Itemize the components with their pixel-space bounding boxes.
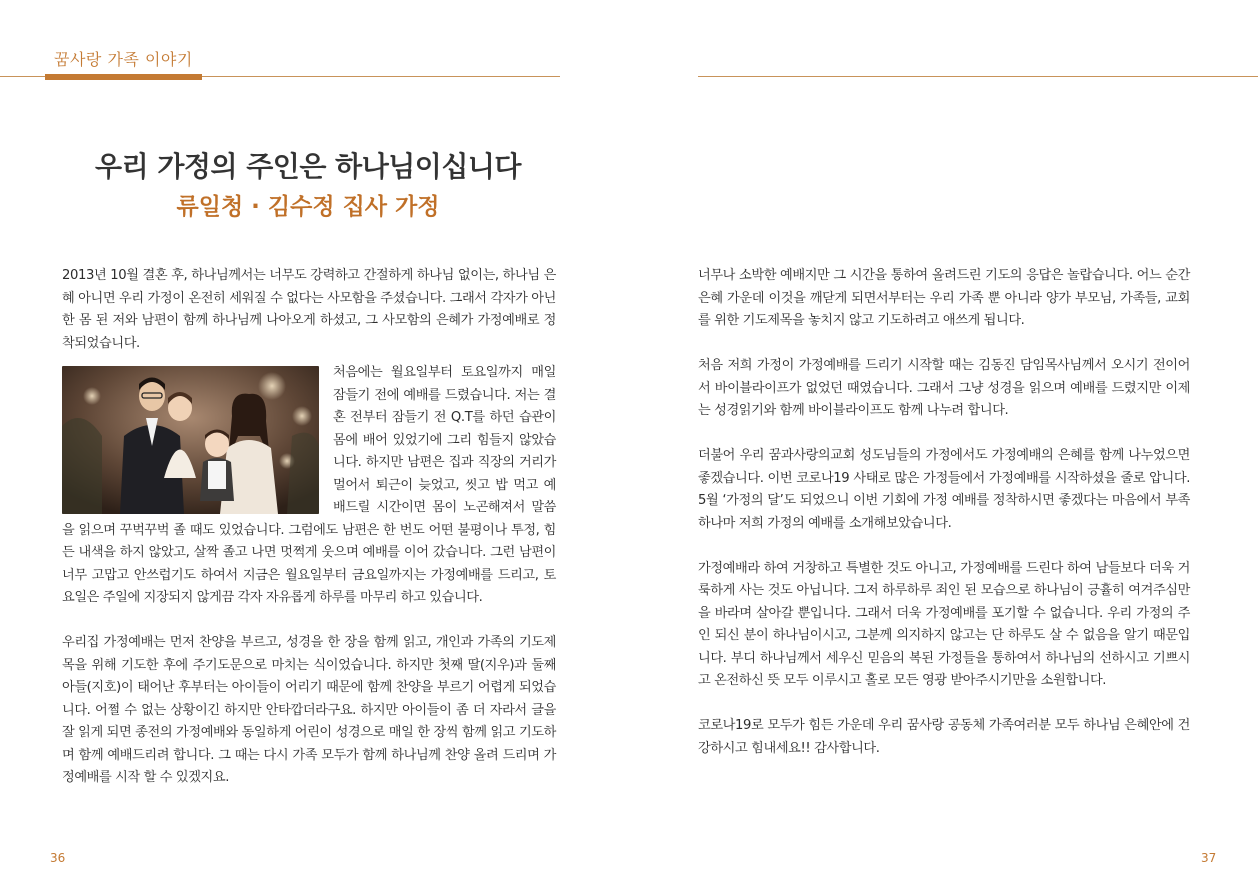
right-paragraph-1: 너무나 소박한 예배지만 그 시간을 통하여 올려드린 기도의 응답은 놀랍습니다. 어느 순간 은혜 가운데 이것을 깨닫게 되면서부터는 우리 가족 뿐 아니라 양가 부모님, 가족들, 교회를 위한 기도제목을 놓치지 않고 기도하려고 애쓰게 됩니다. xyxy=(698,268,1190,328)
right-column xyxy=(698,265,1190,760)
right-paragraph-2: 처음 저희 가정이 가정예배를 드리기 시작할 때는 김동진 담임목사님께서 오시기 전이어서 바이블라이프가 없었던 때였습니다. 그래서 그냥 성경을 읽으며 예배를 드렸지만 이제는 성경읽기와 함께 바이블라이프도 함께 나누려 합니다. xyxy=(698,358,1190,418)
section-label: 꿈사랑 가족 이야기 xyxy=(54,50,193,69)
right-paragraph-4: 가정예배라 하여 거창하고 특별한 것도 아니고, 가정예배를 드린다 하여 남들보다 더욱 거룩하게 사는 것도 아닙니다. 그저 하루하루 죄인 된 모습으로 하나님이 긍휼히 여겨주심만을 바라며 살아갈 뿐입니다. 그래서 더욱 가정예배를 포기할 수 없습니다. 우리 가정의 주인 되신 분이 하나님이시고, 그분께 의지하지 않고는 단 하루도 살 수 없음을 알기 때문입니다. 부디 하나님께서 세우신 믿음의 복된 가정들을 통하여서 하나님의 선하시고 기쁘시고 온전하신 뜻 모두 이루시고 홀로 모든 영광 받아주시기만을 소원합니다. xyxy=(698,560,1190,688)
right-paragraph-5: 코로나19로 모두가 힘든 가운데 우리 꿈사랑 공동체 가족여러분 모두 하나님 은혜안에 건강하시고 힘내세요!! 감사합니다. xyxy=(698,718,1190,756)
article-subtitle: 류일청 · 김수정 집사 가정 xyxy=(176,194,440,220)
header-rule-right xyxy=(698,76,1258,77)
right-paragraph-3: 더불어 우리 꿈과사랑의교회 성도님들의 가정에서도 가정예배의 은혜를 함께 나누었으면 좋겠습니다. 이번 코로나19 사태로 많은 가정들에서 가정예배를 시작하셨을 줄로 압니다. 5월 ‘가정의 달’도 되었으니 이번 기회에 가정 예배를 정착하시면 좋겠다는 마음에서 부족하나마 저희 가정의 예배를 소개해보았습니다. xyxy=(698,448,1190,531)
page-number-right: 37 xyxy=(1201,851,1217,865)
left-column xyxy=(62,265,556,790)
family-photo-image xyxy=(62,366,319,514)
left-paragraph-1: 2013년 10월 결혼 후, 하나님께서는 너무도 강력하고 간절하게 하나님 없이는, 하나님 은혜 아니면 우리 가정이 온전히 세워질 수 없다는 사모함을 주셨습니다. 그래서 각자가 아닌 한 몸 된 저와 남편이 함께 하나님께 나아오게 하셨고, 그 사모함의 은혜가 가정예배로 정착되었습니다. xyxy=(62,268,556,351)
left-paragraph-2: 처음에는 월요일부터 토요일까지 매일 잠들기 전에 예배를 드렸습니다. 저는 결혼 전부터 잠들기 전 Q.T를 하던 습관이 몸에 배어 있었기에 그리 힘들지 않았습니다. 하지만 남편은 집과 직장의 거리가 멀어서 퇴근이 늦었고, 씻고 밥 먹고 예배드릴 시간이면 몸이 노곤해져서 말씀을 읽으며 꾸벅꾸벅 졸 때도 있었습니다. 그럼에도 남편은 한 번도 어떤 불평이나 투정, 힘든 내색을 하지 않았고, 살짝 졸고 나면 멋쩍게 웃으며 예배를 이어 갔습니다. 그런 남편이 너무 고맙고 안쓰럽기도 하여서 지금은 월요일부터 금요일까지는 가정예배를 드리고, 토요일은 주일에 지장되지 않게끔 각자 자유롭게 하루를 마무리 하고 있습니다. xyxy=(62,365,556,605)
page-number-left: 36 xyxy=(50,851,66,865)
family-photo xyxy=(62,366,319,514)
header-rule-accent xyxy=(45,74,202,80)
left-paragraph-3: 우리집 가정예배는 먼저 찬양을 부르고, 성경을 한 장을 함께 읽고, 개인과 가족의 기도제목을 위해 기도한 후에 주기도문으로 마치는 식이었습니다. 하지만 첫째 딸(지우)과 둘째 아들(지호)이 태어난 후부터는 아이들이 어리기 때문에 함께 찬양을 부르기 어렵게 되었습니다. 어쩔 수 없는 상황이긴 하지만 안타깝더라구요. 하지만 아이들이 좀 더 자라서 글을 잘 읽게 되면 종전의 가정예배와 동일하게 어린이 성경으로 매일 한 장씩 함께 읽고 기도하며 함께 예배드리려 합니다. 그 때는 다시 가족 모두가 함께 하나님께 찬양 올려 드리며 가정예배를 시작 할 수 있겠지요. xyxy=(62,635,556,785)
article-title: 우리 가정의 주인은 하나님이십니다 xyxy=(95,150,521,183)
